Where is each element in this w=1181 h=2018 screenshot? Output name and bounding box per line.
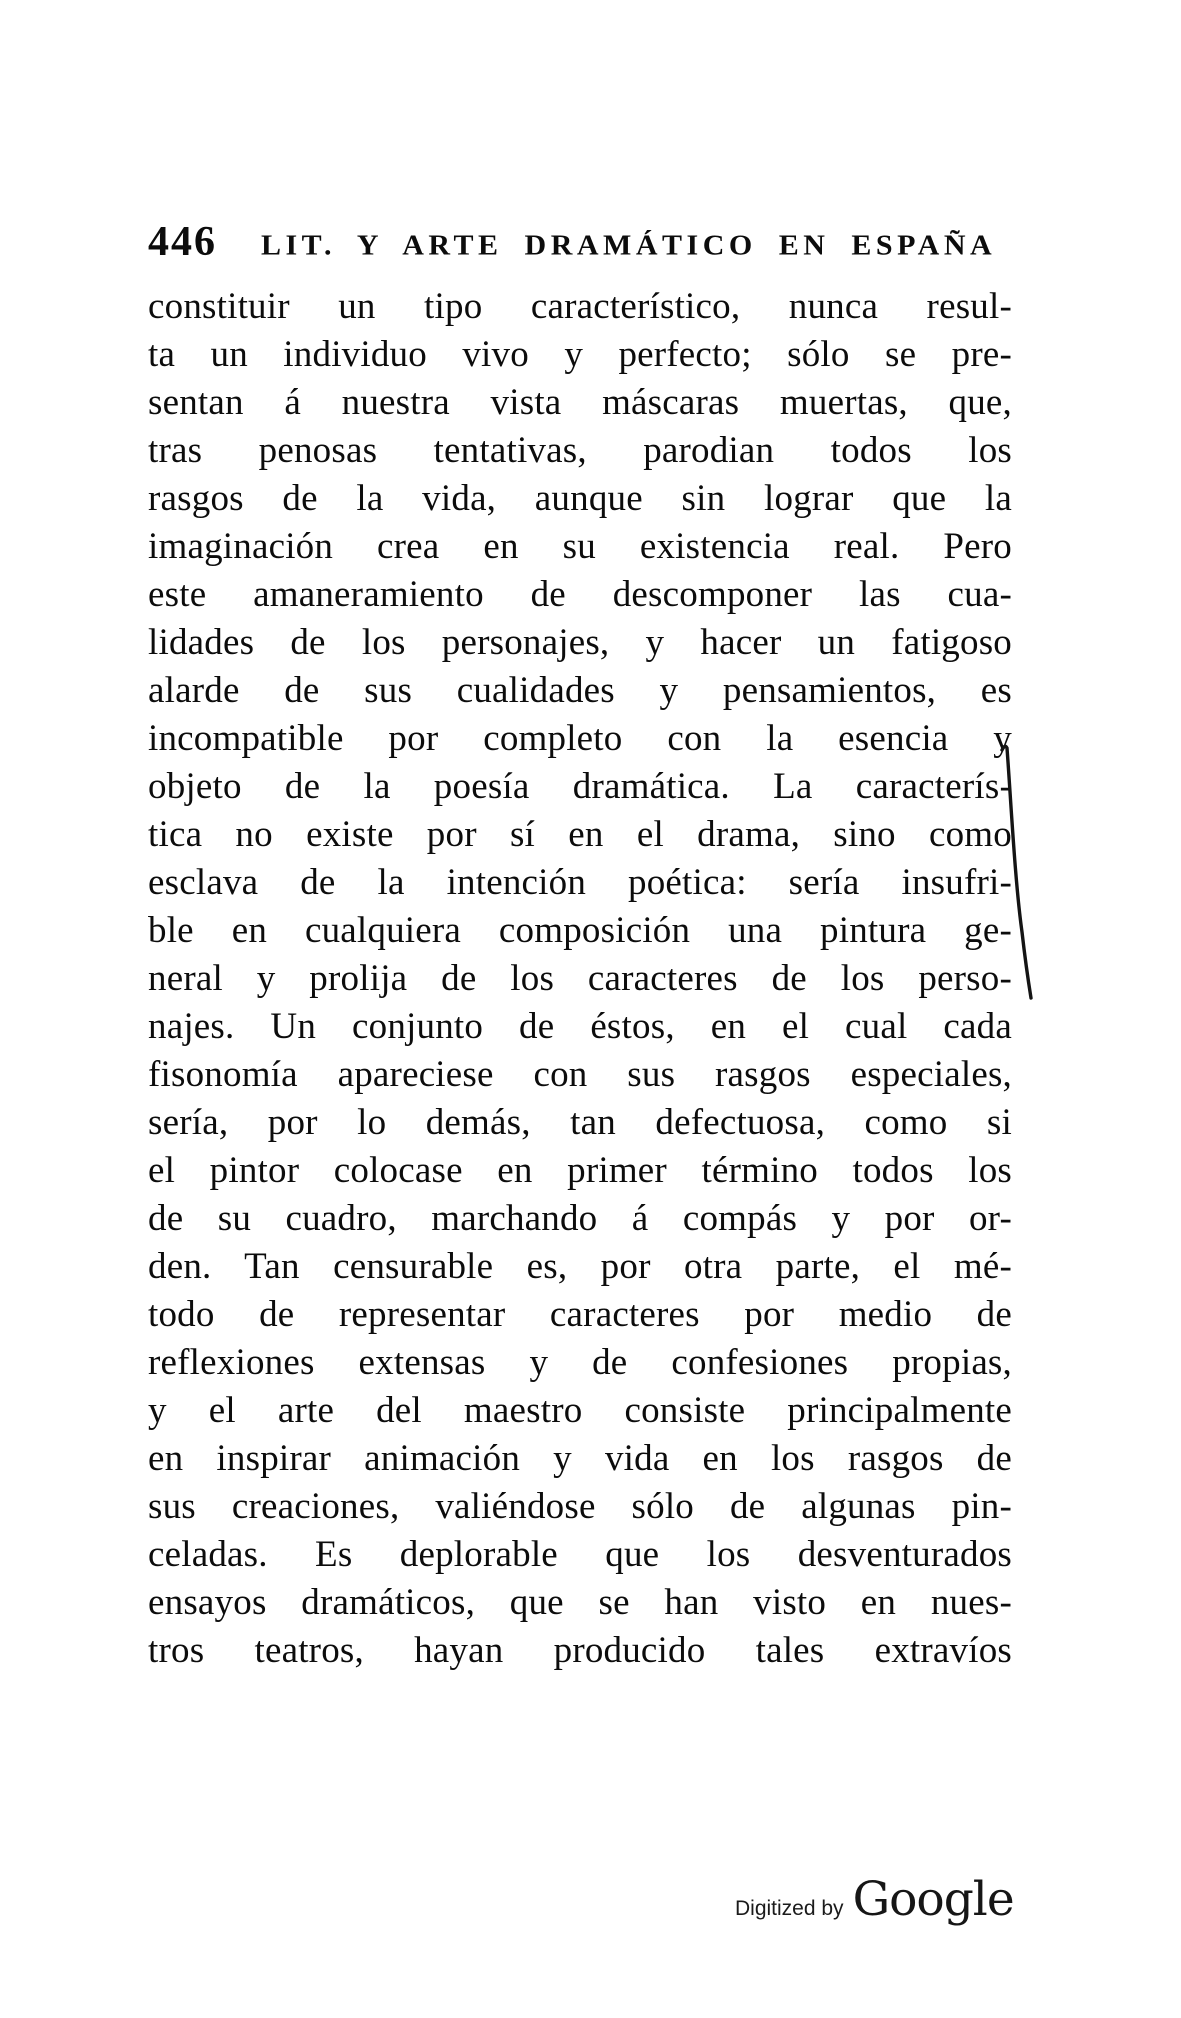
- text-line: objeto de la poesía dramática. La caracterís-: [148, 766, 1012, 807]
- text-line: sus creaciones, valiéndose sólo de algunas pin-: [148, 1486, 1012, 1527]
- text-line: sentan á nuestra vista máscaras muertas, que,: [148, 382, 1012, 423]
- digitization-watermark: [735, 1872, 1014, 1927]
- text-line: reflexiones extensas y de confesiones propias,: [148, 1342, 1012, 1383]
- text-line: imaginación crea en su existencia real. Pero: [148, 526, 1012, 567]
- text-line: sería, por lo demás, tan defectuosa, como si: [148, 1102, 1012, 1143]
- text-line: ta un individuo vivo y perfecto; sólo se pre-: [148, 334, 1012, 375]
- text-line: este amaneramiento de descomponer las cua-: [148, 574, 1012, 615]
- text-line: den. Tan censurable es, por otra parte, el mé-: [148, 1246, 1012, 1287]
- text-line: y el arte del maestro consiste principalmente: [148, 1390, 1012, 1431]
- text-line: esclava de la intención poética: sería insufri-: [148, 862, 1012, 903]
- page-number: 446: [148, 219, 217, 265]
- text-line: alarde de sus cualidades y pensamientos, es: [148, 670, 1012, 711]
- margin-pen-stroke: [998, 742, 1042, 1008]
- watermark-prefix: Digitized by: [735, 1897, 844, 1920]
- google-logo: Google: [852, 1872, 1014, 1927]
- text-line: tros teatros, hayan producido tales extravíos: [148, 1630, 1012, 1671]
- text-line: najes. Un conjunto de éstos, en el cual cada: [148, 1006, 1012, 1047]
- text-line: el pintor colocase en primer término todos los: [148, 1150, 1012, 1191]
- text-line: constituir un tipo característico, nunca resul-: [148, 286, 1012, 327]
- body-text: [148, 283, 1012, 1675]
- text-line: en inspirar animación y vida en los rasgos de: [148, 1438, 1012, 1479]
- text-line: ensayos dramáticos, que se han visto en nues-: [148, 1582, 1012, 1623]
- text-line: incompatible por completo con la esencia y: [148, 718, 1012, 759]
- text-line: fisonomía apareciese con sus rasgos especiales,: [148, 1054, 1012, 1095]
- text-line: neral y prolija de los caracteres de los perso-: [148, 958, 1012, 999]
- text-line: tica no existe por sí en el drama, sino como: [148, 814, 1012, 855]
- running-title: LIT. Y ARTE DRAMÁTICO EN ESPAÑA: [261, 229, 997, 262]
- text-line: tras penosas tentativas, parodian todos los: [148, 430, 1012, 471]
- text-line: de su cuadro, marchando á compás y por or-: [148, 1198, 1012, 1239]
- text-line: ble en cualquiera composición una pintura ge-: [148, 910, 1012, 951]
- text-line: todo de representar caracteres por medio de: [148, 1294, 1012, 1335]
- text-line: celadas. Es deplorable que los desventurados: [148, 1534, 1012, 1575]
- text-line: rasgos de la vida, aunque sin lograr que la: [148, 478, 1012, 519]
- running-header: [148, 218, 1012, 266]
- text-line: lidades de los personajes, y hacer un fatigoso: [148, 622, 1012, 663]
